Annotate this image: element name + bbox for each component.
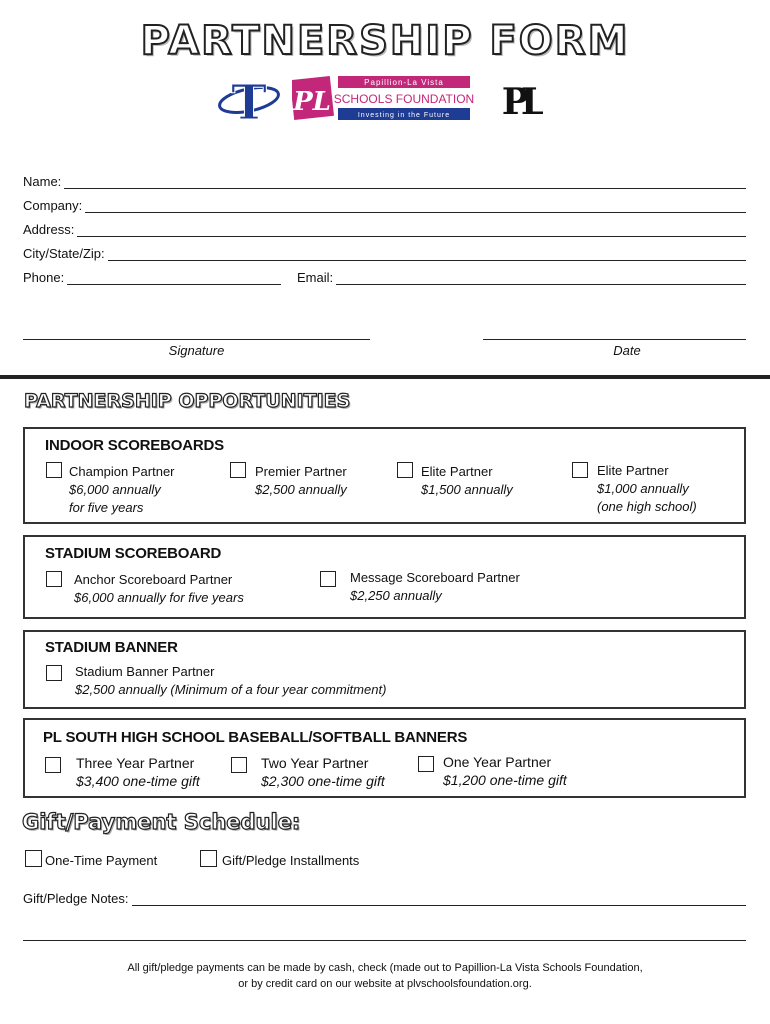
message-scoreboard-option [350, 569, 520, 605]
city-state-zip-label: City/State/Zip: [23, 246, 105, 261]
two-year-partner-option [261, 754, 385, 790]
one-time-payment-label: One-Time Payment [45, 853, 158, 868]
footer-line-1: All gift/pledge payments can be made by cash, check (made out to Papillion-La Vista Schools Foundation, [127, 962, 643, 974]
two-year-partner-checkbox[interactable] [231, 757, 247, 773]
premier-partner-price: $2,500 annually [255, 482, 347, 497]
anchor-scoreboard-option [74, 571, 244, 607]
one-year-partner-checkbox[interactable] [418, 756, 434, 772]
footer-text [0, 960, 770, 992]
elite-partner-1000-checkbox[interactable] [572, 462, 588, 478]
foundation-logo-bottom: Investing in the Future [357, 112, 451, 119]
foundation-logo-top: Papillion-La Vista [364, 78, 444, 87]
page-title: PARTNERSHIP FORM [140, 18, 630, 64]
opportunities-title: PARTNERSHIP OPPORTUNITIES [24, 390, 351, 412]
pledge-notes-line-2[interactable] [23, 940, 746, 941]
signature-label: Signature [168, 343, 225, 358]
message-scoreboard-checkbox[interactable] [320, 571, 336, 587]
company-label: Company: [23, 198, 83, 213]
one-year-partner-option [443, 753, 567, 789]
one-year-partner-label: One Year Partner [443, 754, 552, 770]
premier-partner-checkbox[interactable] [230, 462, 246, 478]
pl-logo-letters: PL [501, 81, 539, 120]
stadium-banner-price: $2,500 annually (Minimum of a four year commitment) [75, 682, 387, 697]
stadium-banner-option [75, 663, 386, 699]
company-line[interactable] [85, 201, 746, 213]
pledge-installments-checkbox[interactable] [200, 850, 217, 867]
email-line[interactable] [336, 273, 746, 285]
elite-partner-1000-option [597, 462, 697, 516]
foundation-logo [292, 74, 474, 122]
anchor-scoreboard-checkbox[interactable] [46, 571, 62, 587]
champion-partner-term: for five years [69, 500, 144, 515]
indoor-scoreboards-title: INDOOR SCOREBOARDS [45, 437, 224, 454]
three-year-partner-option [76, 754, 200, 790]
anchor-scoreboard-price: $6,000 annually for five years [74, 590, 244, 605]
city-state-zip-line[interactable] [108, 249, 746, 261]
stadium-banner-label: Stadium Banner Partner [75, 664, 215, 679]
anchor-scoreboard-label: Anchor Scoreboard Partner [74, 572, 233, 587]
elite-partner-1500-option [421, 463, 513, 499]
message-scoreboard-price: $2,250 annually [350, 588, 442, 603]
elite-partner-1500-label: Elite Partner [421, 464, 493, 479]
phone-field[interactable] [23, 267, 281, 285]
champion-partner-checkbox[interactable] [46, 462, 62, 478]
two-year-partner-label: Two Year Partner [261, 755, 369, 771]
baseball-softball-title: PL SOUTH HIGH SCHOOL BASEBALL/SOFTBALL BANNERS [43, 729, 468, 746]
t-logo [216, 74, 282, 124]
elite-partner-1500-price: $1,500 annually [421, 482, 513, 497]
date-label: Date [613, 343, 641, 358]
three-year-partner-checkbox[interactable] [45, 757, 61, 773]
address-label: Address: [23, 222, 75, 237]
footer-line-2: or by credit card on our website at plvschoolsfoundation.org. [238, 978, 532, 990]
stadium-banner-checkbox[interactable] [46, 665, 62, 681]
address-field[interactable] [23, 219, 746, 237]
one-time-payment-checkbox[interactable] [25, 850, 42, 867]
pledge-installments-label: Gift/Pledge Installments [222, 853, 360, 868]
pledge-notes-line[interactable] [132, 894, 747, 906]
stadium-scoreboard-title: STADIUM SCOREBOARD [45, 545, 222, 562]
address-line[interactable] [77, 225, 746, 237]
elite-partner-1000-price: $1,000 annually [597, 481, 689, 496]
pledge-notes-field[interactable] [23, 888, 746, 906]
elite-partner-1000-label: Elite Partner [597, 463, 669, 478]
section-divider [0, 375, 770, 379]
payment-schedule-title: Gift/Payment Schedule: [22, 810, 301, 834]
message-scoreboard-label: Message Scoreboard Partner [350, 570, 520, 585]
champion-partner-option [69, 463, 175, 517]
t-logo-letter: T [231, 75, 267, 124]
elite-partner-1500-checkbox[interactable] [397, 462, 413, 478]
company-field[interactable] [23, 195, 746, 213]
city-state-zip-field[interactable] [23, 243, 746, 261]
email-field[interactable] [297, 267, 746, 285]
date-line[interactable] [483, 339, 746, 340]
premier-partner-label: Premier Partner [255, 464, 347, 479]
champion-partner-price: $6,000 annually [69, 482, 161, 497]
phone-line[interactable] [67, 273, 281, 285]
name-label: Name: [23, 174, 62, 189]
foundation-logo-mark: PL [293, 87, 331, 117]
three-year-partner-label: Three Year Partner [76, 755, 195, 771]
email-label: Email: [297, 270, 334, 285]
champion-partner-label: Champion Partner [69, 464, 175, 479]
premier-partner-option [255, 463, 347, 499]
three-year-partner-price: $3,400 one-time gift [76, 773, 200, 789]
stadium-banner-title: STADIUM BANNER [45, 639, 178, 656]
phone-label: Phone: [23, 270, 65, 285]
foundation-logo-middle: SCHOOLS FOUNDATION [333, 92, 474, 106]
one-year-partner-price: $1,200 one-time gift [443, 772, 567, 788]
elite-partner-1000-term: (one high school) [597, 499, 697, 514]
pledge-notes-label: Gift/Pledge Notes: [23, 891, 129, 906]
two-year-partner-price: $2,300 one-time gift [261, 773, 385, 789]
signature-line[interactable] [23, 339, 370, 340]
pl-logo [497, 76, 543, 120]
name-field[interactable] [23, 171, 746, 189]
name-line[interactable] [64, 177, 746, 189]
